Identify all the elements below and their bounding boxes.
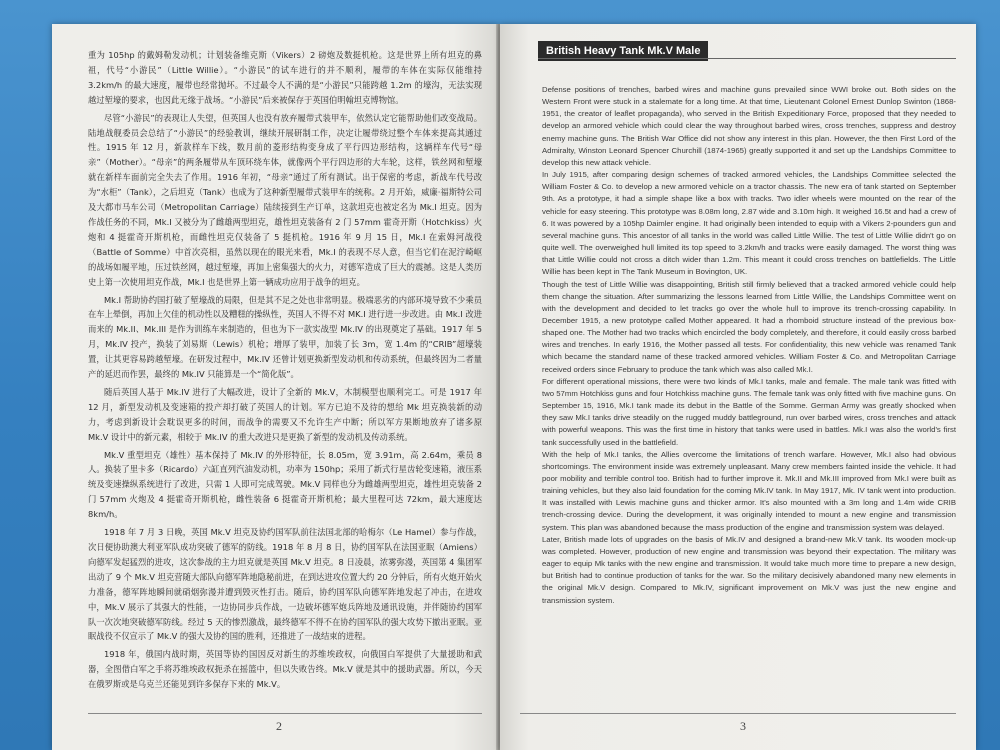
right-paragraph: Later, British made lots of upgrades on the basis of Mk.IV and designed a brand-new Mk.V tank. Its wooden mock-up was completed. However, production of new engine and transmission was beyond their expectation. The military was eager to equip Mk tanks with the new engine and transmission. It would take much more time to prepare a new design, but British had to continue production of tanks for the war. So the military decisively abandoned many new elements in the original Mk.V design. Compared to Mk.IV, significant improvement on Mk.V was just the new engine and transmission system. — [542, 534, 956, 605]
article-title: British Heavy Tank Mk.V Male — [538, 41, 708, 61]
footer-divider — [520, 713, 956, 714]
right-page — [500, 24, 976, 750]
left-paragraph: 尽管“小游民”的表现让人失望，但英国人也没有放弃履带式装甲车，依然认定它能帮助他们改变战局。陆地战舰委员会总结了“小游民”的经验教训，继续开展研制工作，决定让履带绕过整个车体来提高其通过性。1915 年 12 月，新款样车下线，数月前的菱形结构变身成了平行四边形结构，这辆样车代号“母亲”（Mother）。“母亲”的两条履带从车顶环绕车体，就像两个平行四边形的大车轮，这样，铁丝网和堑壕就在新样车面前完全失去了作用。1916 年初，“母亲”通过了所有测试。出于保密的考虑，新战车代号改为“水柜”（Tank），之后坦克（Tank）也成为了这种新型履带式装甲车的统称。2 月开始，威廉·福斯特公司及大都市马车公司（Metropolitan Carriage）陆续接到生产订单，这款坦克也被定名为 Mk.I 坦克。因为作战任务的不同，Mk.I 又被分为了雌雄两型坦克，雄性坦克装备有 2 门 57mm 霍奇开斯（Hotchkiss）火炮和 4 挺霍奇开斯机枪，而雌性坦克仅装备了 5 挺机枪。1916 年 9 月 15 日，Mk.I 在索姆河战役（Battle of Somme）中首次亮相，虽然以现在的眼光来看，Mk.I 的表现不尽人意，但当它们在泥泞崎岖的战场如履平地，压过铁丝网，越过堑壕，再加上密集强大的火力，对德军造成了巨大的震撼。这是人类历史上第一次使用坦克作战，Mk.I 也是世界上第一辆成功应用于战争的坦克。 — [88, 112, 482, 287]
right-page-text — [542, 84, 956, 607]
left-paragraph: 1918 年，俄国内战时期，英国等协约国因反对新生的苏维埃政权，向俄国白军提供了大量援助和武器，全图借白军之手将苏维埃政权扼杀在摇篮中，但以失败告终。Mk.V 就是其中的援助武器。所以，今天在俄罗斯或是乌克兰还能见到许多保存下来的 Mk.V。 — [88, 649, 482, 690]
page-number-left: 2 — [276, 719, 282, 733]
left-paragraph: 随后英国人基于 Mk.IV 进行了大幅改进，设计了全新的 Mk.V，木制模型也顺利完工。可是 1917 年 12 月，新型发动机及变速箱的投产却打破了英国人的计划。军方已迫不及待的想给 Mk 坦克换装新的动力，考虑到新设计会耽误更多的时间，而战争的需要又不允许生产中断；所以军方果断地放弃了诸多原 Mk.V 设计中的新元素，相较于 Mk.IV 的重大改进只是更换了新型的发动机及传动系统。 — [88, 386, 482, 442]
left-page-text — [88, 48, 482, 695]
right-paragraph: With the help of Mk.I tanks, the Allies overcome the limitations of trench warfare. However, Mk.I also had obvious shortcomings. The environment inside was extremely unpleasant. Many crew members fainted inside the vehicle. It had poor mobility and terrible control too. British had to further improve it. Mk.II and Mk.III improved from Mk.I were built as training vehicles, but they also laid foundation for the coming Mk.IV tank. In May 1917, Mk. IV tank went into production. It was installed with Lewis machine guns and thicker armor. It's also mounted with a 3m long and 1.4m wide CRIB trench-crossing device. During the development, it was originally intended to mount a new engine and transmission system. This plan was abandoned because the mass production of the engine and transmission system was delayed. — [542, 449, 956, 532]
right-paragraph: For different operational missions, there were two kinds of Mk.I tanks, male and female. The male tank was fitted with two 57mm Hotchkiss guns and four Hotchkiss machine guns. The female tank was only fitted with five machine guns. On September 15, 1916, Mk.I tank made its debut in the Battle of the Somme. German Army was greatly shocked when they saw Mk.I tanks drive steadily on the rugged muddy battleground, run over barbed wires, cross trenches and attack with powerful weapons. This was the first time in history that tanks were used in battles. Mk.I was also the world's first tank successfully used in the battlefield. — [542, 376, 956, 447]
title-underline — [538, 58, 956, 59]
footer-divider — [88, 713, 482, 714]
right-paragraph: Though the test of Little Willie was disappointing, British still firmly believed that a tracked armored vehicle could help them change the situation. After summarizing the lessons learned from Little Willie, the Landships Committee went on with the development and decided to let tracks go over the whole hull to improve its trench-crossing capability. In December 1915, a new prototype called Mother appeared. It had a rhomboid structure instead of the previous box-shaped one. The Mother had two tracks which encircled the body completely, and therefore, it could easily cross barbed wires and trenches. In early 1916, the Mother passed all tests. For confidentiality, this new vehicle was renamed Tank which became the standard name of these tracked armored vehicles. William Foster & Co. and Metropolitan Carriage received orders since February to produce the tank which was also called Mk.I. — [542, 279, 956, 374]
left-paragraph: 1918 年 7 月 3 日晚，英国 Mk.V 坦克及协约国军队前往法国北部的哈梅尔（Le Hamel）参与作战，次日便协助澳大利亚军队成功突破了德军的防线。1918 年 8 月 8 日，协约国军队在法国亚眠（Amiens）向德军发起猛烈的进攻，这次参战的主力坦克就是英国 Mk.V 坦克。8 日凌晨，浓雾弥漫，英国第 4 集团军出动了 9 个 Mk.V 坦克营随大部队向德军阵地隐秘前进，在到达进攻位置大约 20 分钟后，所有火炮开始火力准备，德军阵地瞬间就硝烟弥漫并遭到毁灭性打击。随后，协约国军队向德军阵地发起了冲击，在进攻中，Mk.V 展示了其强大的性能，一边协同步兵作战，一边破坏德军炮兵阵地及通讯设施，并伴随协约国军队一次次地突破德军防线。经过 5 天的惨烈激战，最终德军不得不在协约国军队的强大攻势下撤出亚眠。亚眠战役不仅宣示了 Mk.V 的强大及协约国的胜利，还推进了一战结束的进程。 — [88, 527, 482, 642]
left-paragraph: 重为 105hp 的戴姆勒发动机；计划装备维克斯（Vikers）2 磅炮及数挺机枪。这是世界上所有坦克的鼻祖，代号“小游民”（Little Willie）。“小游民”的试车进行的并不顺利，履带的车体在实际仅能维持 3.2km/h 的最大速度，履带也经常抛坏。不过最令人不满的是“小游民”只能跨越 1.2m 的壕沟，无法实现越过堑壕的要求，也因此无缘于战场。“小游民”后来被保存于英国伯明翰坦克博物馆。 — [88, 50, 482, 105]
left-paragraph: Mk.I 帮助协约国打破了堑壕战的局限，但是其不足之处也非常明显。极端恶劣的内部环境导致不少乘员在车上晕倒，再加上欠佳的机动性以及糟糕的操纵性，英国人不得不对 MK.I 进行进一步改进。由 Mk.I 改进而来的 Mk.II、Mk.III 是作为训练车来制造的，但也为下一款实战型 Mk.IV 的出现奠定了基础。1917 年 5 月，Mk.IV 投产，换装了刘易斯（Lewis）机枪；增厚了装甲，加装了长 3m，宽 1.4m 的“CRIB”超壕装置，让其更容易跨越堑壕。在研发过程中，Mk.IV 还曾计划更换新型发动机和传动系统，但最终因为二者量产的延迟而作罢，最终的 Mk.IV 只能算是一个“简化版”。 — [88, 294, 482, 380]
left-paragraph: Mk.V 重型坦克（雄性）基本保持了 Mk.IV 的外形特征，长 8.05m，宽 3.91m，高 2.64m，乘员 8 人。换装了里卡多（Ricardo）六缸直列汽油发动机，功率为 150hp；采用了新式行星齿轮变速箱，液压系统及变速操纵系统进行了改进，只需 1 人即可完成驾驶。Mk.V 同样也分为雌雄两型坦克，雄性坦克装备 2 门 57mm 火炮及 4 挺霍奇开斯机枪，雌性装备 6 挺霍奇开斯机枪；最大里程可达 72km，最大速度达 8km/h。 — [88, 449, 482, 520]
page-number-right: 3 — [740, 719, 746, 733]
right-paragraph: In July 1915, after comparing design schemes of tracked armored vehicles, the Landships Committee selected the William Foster & Co. to develop a new armored vehicle on a tractor chassis. The new era of tank started on September 9th. As a prototype, it had a simple shape like a box with tracks. Two idler wheels were mounted on the rear of the vehicle for easy steering. This prototype was 8.08m long, 2.87 wide and 3.10m high. It weighed 16.5t and had a crew of 6. It was powered by a 105hp Daimler engine. It had originally been intended to equip with a Vikers 2-pounders gun and several machine guns. This ancestor of all tanks in the world was called Little Willie. The test of Little Willie didn't go on quite well. The overweighed hull limited its top speed to 3.2km/h and tracks were easily damaged. The worst thing was that Little Willie could not cross a ditch wider than 1.2m. This meant it could cross trenches on battlefields. The Little Willie has been kept in The Tank Museum in Bovington, UK. — [542, 170, 956, 277]
right-paragraph: Defense positions of trenches, barbed wires and machine guns prevailed since WWI broke out. Both sides on the Western Front were stuck in a stalemate for a long time. At that time, Lieutenant Colonel Ernest Dunlop Swinton (1868-1951, the creator of leaflet propaganda), who served in the British Expeditionary Force, proposed that they needed to develop an armored vehicle which could clear the way throughout barbed wires, cross trenches, suppress and destroy enemy machine guns. The British War Office did not show any interest in this plan. However, the then First Lord of the Admiralty, Winston Leonard Spencer Churchill (1874-1965) greatly supported it and set up the Landships Committee to develop this new attack vehicle. — [542, 85, 956, 167]
left-page — [52, 24, 498, 750]
